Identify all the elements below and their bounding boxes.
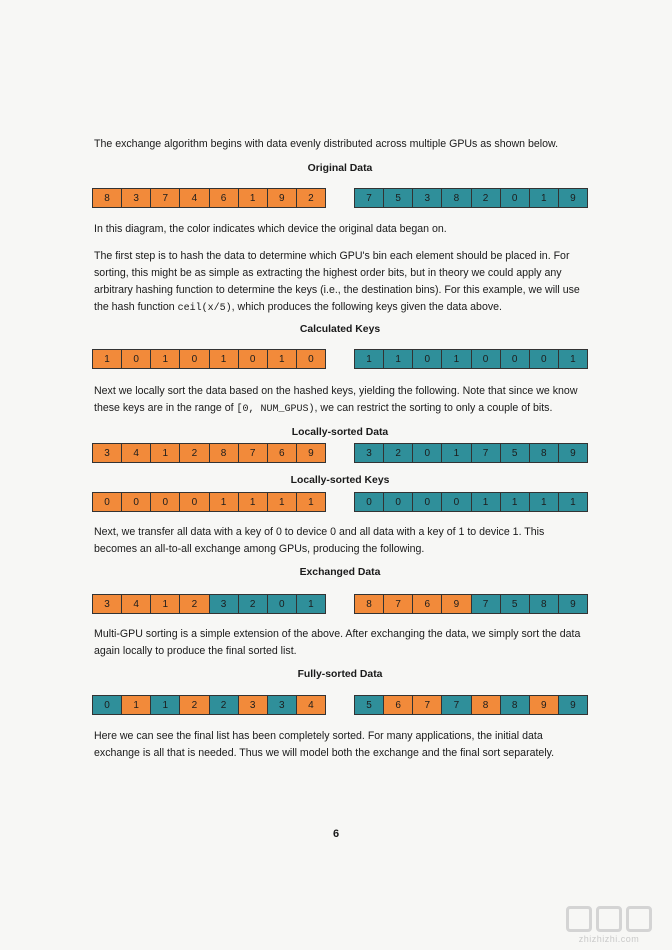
- array-cell: 8: [529, 595, 558, 613]
- gpu0-array: [92, 695, 326, 715]
- array-cell: 7: [471, 595, 500, 613]
- array-cell: 7: [150, 189, 179, 207]
- gpu0-array: [92, 349, 326, 369]
- array-cell: 0: [267, 595, 296, 613]
- array-cell: 1: [558, 350, 587, 368]
- array-cell: 4: [121, 444, 150, 462]
- gpu1-array: [354, 443, 588, 463]
- array-cell: 0: [412, 350, 441, 368]
- gpu0-array: [92, 594, 326, 614]
- array-cell: 0: [412, 493, 441, 511]
- array-cell: 3: [355, 444, 383, 462]
- array-cell: 2: [209, 696, 238, 714]
- array-cell: 3: [267, 696, 296, 714]
- array-cell: 8: [500, 696, 529, 714]
- array-cell: 0: [412, 444, 441, 462]
- array-cell: 2: [296, 189, 325, 207]
- array-cell: 8: [355, 595, 383, 613]
- array-cell: 3: [209, 595, 238, 613]
- array-cell: 1: [529, 189, 558, 207]
- array-cell: 5: [500, 444, 529, 462]
- array-cell: 0: [355, 493, 383, 511]
- color-note-paragraph: In this diagram, the color indicates which device the original data began on.: [94, 223, 447, 235]
- locally-sorted-data-row: [92, 443, 588, 463]
- heading-locally-sorted-data: Locally-sorted Data: [291, 427, 389, 438]
- final-paragraph: Here we can see the final list has been completely sorted. For many applications, the initial data exchange is all that is needed. Thus we will model both the exchange and the final sort separately.: [94, 730, 555, 759]
- array-cell: 2: [238, 595, 267, 613]
- array-cell: 9: [267, 189, 296, 207]
- array-cell: 7: [471, 444, 500, 462]
- array-cell: 9: [441, 595, 470, 613]
- hash-text-after: , which produces the following keys given the data above.: [231, 301, 502, 313]
- array-cell: 4: [296, 696, 325, 714]
- sort-text-after: , we can restrict the sorting to only a couple of bits.: [314, 402, 553, 414]
- gpu1-array: [354, 594, 588, 614]
- array-cell: 5: [383, 189, 412, 207]
- array-cell: 0: [529, 350, 558, 368]
- array-cell: 9: [296, 444, 325, 462]
- gpu1-array: [354, 492, 588, 512]
- heading-original-data: Original Data: [307, 163, 373, 174]
- array-cell: 7: [355, 189, 383, 207]
- array-cell: 3: [412, 189, 441, 207]
- gpu1-array: [354, 188, 588, 208]
- watermark-logo-icon: [554, 906, 664, 932]
- array-cell: 5: [355, 696, 383, 714]
- array-cell: 0: [500, 350, 529, 368]
- array-cell: 8: [93, 189, 121, 207]
- watermark: [554, 906, 664, 944]
- array-cell: 8: [209, 444, 238, 462]
- array-cell: 1: [209, 493, 238, 511]
- array-cell: 0: [500, 189, 529, 207]
- array-cell: 7: [412, 696, 441, 714]
- array-cell: 9: [558, 444, 587, 462]
- array-cell: 7: [238, 444, 267, 462]
- array-cell: 0: [121, 350, 150, 368]
- locally-sorted-keys-row: [92, 492, 588, 512]
- array-cell: 0: [121, 493, 150, 511]
- array-cell: 1: [150, 350, 179, 368]
- array-cell: 0: [93, 696, 121, 714]
- array-cell: 1: [267, 493, 296, 511]
- gpu1-array: [354, 695, 588, 715]
- array-cell: 1: [471, 493, 500, 511]
- array-cell: 3: [238, 696, 267, 714]
- array-cell: 2: [179, 595, 208, 613]
- exchanged-data-row: [92, 594, 588, 614]
- array-cell: 1: [209, 350, 238, 368]
- array-cell: 4: [179, 189, 208, 207]
- array-cell: 1: [150, 696, 179, 714]
- array-cell: 0: [93, 493, 121, 511]
- array-cell: 0: [296, 350, 325, 368]
- array-cell: 7: [383, 595, 412, 613]
- array-cell: 3: [121, 189, 150, 207]
- page-number: 6: [332, 828, 340, 840]
- array-cell: 1: [383, 350, 412, 368]
- watermark-text: zhizhizhi.com: [578, 934, 640, 944]
- gpu0-array: [92, 188, 326, 208]
- array-cell: 3: [93, 444, 121, 462]
- transfer-paragraph: Next, we transfer all data with a key of 0 to device 0 and all data with a key of 1 to device 1. This becomes an all-to-all exchange among GPUs, producing the following.: [94, 526, 545, 555]
- array-cell: 7: [441, 696, 470, 714]
- array-cell: 8: [529, 444, 558, 462]
- array-cell: 1: [150, 444, 179, 462]
- array-cell: 9: [529, 696, 558, 714]
- hash-function-code: ceil(x/5): [177, 303, 232, 314]
- array-cell: 4: [121, 595, 150, 613]
- array-cell: 0: [179, 493, 208, 511]
- array-cell: 1: [441, 350, 470, 368]
- array-cell: 0: [471, 350, 500, 368]
- array-cell: 5: [500, 595, 529, 613]
- calculated-keys-row: [92, 349, 588, 369]
- array-cell: 6: [412, 595, 441, 613]
- hash-text-before: The first step is to hash the data to determine which GPU's bin each element should be placed in. For sorting, this might be as simple as extracting the highest order bits, but in theory we could apply any arbitrary hashing function to determine the keys (i.e., the destination bins). For this example, we will use the hash function: [94, 250, 580, 313]
- array-cell: 6: [383, 696, 412, 714]
- array-cell: 9: [558, 189, 587, 207]
- array-cell: 1: [500, 493, 529, 511]
- array-cell: 1: [558, 493, 587, 511]
- array-cell: 1: [441, 444, 470, 462]
- array-cell: 2: [383, 444, 412, 462]
- heading-locally-sorted-keys: Locally-sorted Keys: [290, 475, 390, 486]
- array-cell: 1: [121, 696, 150, 714]
- fully-sorted-data-row: [92, 695, 588, 715]
- array-cell: 1: [296, 595, 325, 613]
- hash-paragraph: [94, 248, 586, 317]
- sort-paragraph: [94, 383, 586, 418]
- array-cell: 0: [383, 493, 412, 511]
- array-cell: 0: [150, 493, 179, 511]
- array-cell: 1: [529, 493, 558, 511]
- array-cell: 9: [558, 595, 587, 613]
- array-cell: 0: [441, 493, 470, 511]
- array-cell: 8: [441, 189, 470, 207]
- heading-fully-sorted-data: Fully-sorted Data: [297, 669, 383, 680]
- gpu0-array: [92, 492, 326, 512]
- gpu0-array: [92, 443, 326, 463]
- array-cell: 1: [238, 493, 267, 511]
- array-cell: 6: [209, 189, 238, 207]
- array-cell: 3: [93, 595, 121, 613]
- array-cell: 2: [471, 189, 500, 207]
- multi-gpu-paragraph: Multi-GPU sorting is a simple extension of the above. After exchanging the data, we simply sort the data again locally to produce the final sorted list.: [94, 628, 581, 657]
- array-cell: 0: [179, 350, 208, 368]
- range-code: [0, NUM_GPUS): [236, 404, 315, 415]
- array-cell: 1: [267, 350, 296, 368]
- array-cell: 1: [355, 350, 383, 368]
- sort-text-before: Next we locally sort the data based on the hashed keys, yielding the following. Note that since we know these keys are in the range of: [94, 385, 578, 414]
- array-cell: 1: [150, 595, 179, 613]
- array-cell: 1: [93, 350, 121, 368]
- array-cell: 1: [238, 189, 267, 207]
- array-cell: 6: [267, 444, 296, 462]
- array-cell: 2: [179, 696, 208, 714]
- heading-calculated-keys: Calculated Keys: [299, 324, 381, 335]
- array-cell: 8: [471, 696, 500, 714]
- array-cell: 0: [238, 350, 267, 368]
- heading-exchanged-data: Exchanged Data: [299, 567, 381, 578]
- original-data-row: [92, 188, 588, 208]
- array-cell: 9: [558, 696, 587, 714]
- array-cell: 1: [296, 493, 325, 511]
- array-cell: 2: [179, 444, 208, 462]
- intro-paragraph: The exchange algorithm begins with data evenly distributed across multiple GPUs as shown below.: [94, 138, 559, 150]
- gpu1-array: [354, 349, 588, 369]
